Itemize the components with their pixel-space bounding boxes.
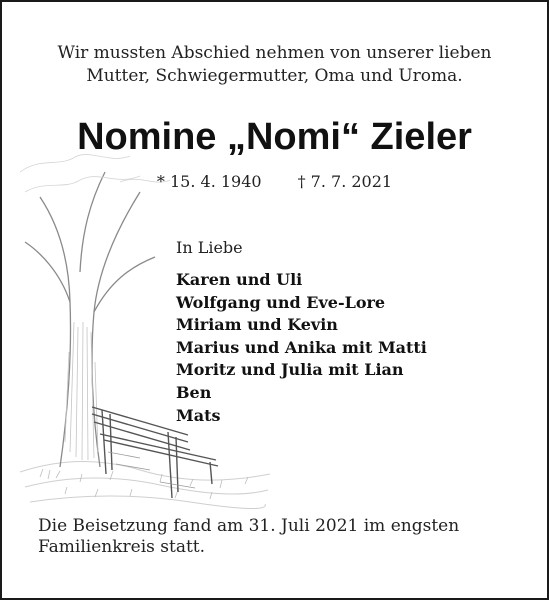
mourner-entry: Marius und Anika mit Matti [176, 337, 427, 357]
mourners-list [176, 269, 427, 427]
deceased-name: Nomine „Nomi“ Zieler [77, 116, 472, 158]
life-dates [2, 172, 547, 192]
intro-line-2: Mutter, Schwiegermutter, Oma und Uroma. [86, 66, 463, 86]
in-love-label: In Liebe [176, 238, 243, 257]
funeral-note: Die Beisetzung fand am 31. Juli 2021 im engsten Familienkreis statt. [38, 516, 460, 557]
mourner-entry: Karen und Uli [176, 270, 303, 289]
intro-text [2, 42, 547, 88]
intro-line-1: Wir mussten Abschied nehmen von unserer lieben [57, 43, 492, 63]
mourner-entry: Mats [176, 405, 221, 425]
birth-date: * 15. 4. 1940 [156, 172, 262, 191]
death-date: † 7. 7. 2021 [297, 172, 393, 191]
mourner-entry: Ben [176, 382, 212, 402]
mourner-entry: Miriam und Kevin [176, 315, 338, 335]
mourner-entry: Moritz und Julia mit Lian [176, 360, 404, 380]
mourner-entry: Wolfgang und Eve-Lore [176, 292, 386, 312]
